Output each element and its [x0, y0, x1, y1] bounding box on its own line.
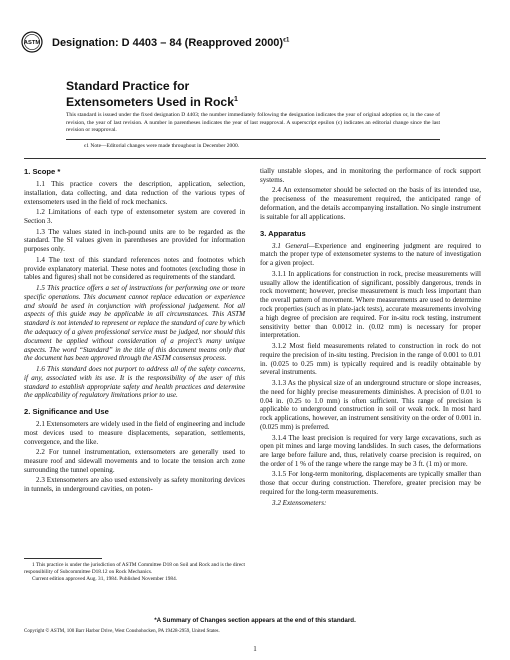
- document-title: [66, 79, 238, 109]
- page-number: 1: [253, 645, 257, 653]
- paragraph-2-3: 2.3 Extensometers are also used extensively as safety monitoring devices in tunnels, in underground cavities, on poten-: [24, 476, 245, 494]
- paragraph-2-2: 2.2 For tunnel instrumentation, extensometers are generally used to measure roof and sidewall movements and to locate the tension arch zone surrounding the tunnel opening.: [24, 448, 245, 474]
- designation-text: Designation: D 4403 – 84 (Reapproved 2000): [52, 37, 284, 49]
- designation: [52, 37, 289, 49]
- footnote-line-1: 1 This practice is under the jurisdiction of ASTM Committee D18 on Soil and Rock and is the direct responsibility of Subcommittee D18.12 on Rock Mechanics.: [24, 562, 245, 575]
- editorial-note: ϵ1 Note—Editorial changes were made throughout in December 2000.: [84, 143, 240, 149]
- title-line-1: Standard Practice for: [66, 79, 190, 93]
- paragraph-3-1: [260, 242, 481, 268]
- paragraph-3-1-5: 3.1.5 For long-term monitoring, displacements are typically smaller than those that occur during construction. Therefore, greater precision may be required for the long-term measurements.: [260, 470, 481, 497]
- title-line-2-text: Extensometers Used in Rock: [66, 95, 234, 110]
- paragraph-1-2: 1.2 Limitations of each type of extensometer system are covered in Section 3.: [24, 208, 245, 225]
- divider: [24, 158, 486, 159]
- title-footnote-mark: 1: [233, 96, 238, 103]
- paragraph-1-6: 1.6 This standard does not purport to address all of the safety concerns, if any, associated with its use. It is the responsibility of the user of this standard to establish appropriate safety and health practices and determine the applicability of regulatory limitations prior to use.: [24, 364, 245, 400]
- footnote-divider: [24, 558, 102, 559]
- paragraph-2-4: 2.4 An extensometer should be selected on the basis of its intended use, the preciseness of the measurement required, the anticipated range of deformation, and the details accompanying installation. No single instrument is suitable for all applications.: [260, 186, 481, 221]
- title-line-2: [66, 93, 238, 109]
- footnote: [24, 562, 245, 582]
- paragraph-3-1-3: 3.1.3 As the physical size of an underground structure or slope increases, the need for highly precise measurements diminishes. A precision of 0.01 to 0.04 in. (0.25 to 1.0 mm) is often sufficient. This range of precision is applicable to underground construction in soil or weak rock. In most hard rock applications, however, an instrument sensitivity on the order of 0.001 in. (0.025 mm) is preferred.: [260, 378, 481, 431]
- astm-logo-icon: [21, 31, 43, 53]
- designation-superscript: ϵ1: [283, 37, 290, 44]
- paragraph-3-1-2: 3.1.2 Most field measurements related to construction in rock do not require the precision of in-situ testing. Precision in the range of 0.001 to 0.01 in. (0.025 to 0.25 mm) is typically required and is readily obtainable by several instruments.: [260, 341, 481, 377]
- paragraph-3-1-1: 3.1.1 In applications for construction in rock, precise measurements will usually allow the identification of significant, possibly dangerous, trends in rock movement; however, precise measurement is much less important than the overall pattern of movement. Where measurements are used to determine rock properties (such as in plate-jack tests), accurate measurements involving a high degree of precision are required. For in-situ rock testing, instrument sensitivity better than 0.0012 in. (0.02 mm) is necessary for proper interpretation.: [260, 269, 481, 340]
- paragraph-1-5: 1.5 This practice offers a set of instructions for performing one or more specific operations. This document cannot replace education or experience and should be used in conjunction with professional judgement. Not all aspects of this guide may be applicable in all circumstances. This ASTM standard is not intended to represent or replace the standard of care by which the adequacy of a given professional service must be judged, nor should this document be applied without consideration of a project’s many unique aspects. The word “Standard” in the title of this document means only that the document has been approved through the ASTM consensus process.: [24, 283, 245, 363]
- paragraph-1-3: 1.3 The values stated in inch-pound units are to be regarded as the standard. The SI values given in parentheses are provided for information purposes only.: [24, 227, 245, 254]
- left-column: [24, 167, 245, 496]
- footnote-line-2: Current edition approved Aug. 31, 1984. Published November 1984.: [32, 575, 178, 582]
- paragraph-1-4: 1.4 The text of this standard references notes and footnotes which provide explanatory material. These notes and footnotes (excluding those in tables and figures) shall not be considered as requirements of the standard.: [24, 255, 245, 282]
- paragraph-3-1-label: 3.1 General—: [272, 241, 315, 250]
- issue-note: This standard is issued under the fixed designation D 4403; the number immediately following the designation indicates the year of original adoption or, in the case of revision, the year of last revision. A number in parentheses indicates the year of last reapproval. A superscript epsilon (ϵ) indicates an editorial change since the last revision or reapproval.: [66, 112, 440, 134]
- paragraph-2-3-continued: tially unstable slopes, and in monitoring the performance of rock support systems.: [260, 167, 481, 184]
- section-heading-apparatus: 3. Apparatus: [260, 228, 306, 238]
- paragraph-2-1: 2.1 Extensometers are widely used in the field of engineering and include most devices used to measure displacements, separation, settlements, convergence, and the like.: [24, 420, 245, 446]
- summary-of-changes-note: *A Summary of Changes section appears at the end of this standard.: [154, 617, 356, 624]
- divider: [66, 139, 440, 140]
- paragraph-3-1-text: Experience and engineering judgment are required to match the proper type of extensometer systems to the nature of investigation for a given project.: [260, 241, 482, 268]
- paragraph-1-1: 1.1 This practice covers the description, application, selection, installation, data collecting, and data reduction of the various types of extensometers used in the field of rock mechanics.: [24, 180, 245, 206]
- right-column: [260, 167, 481, 509]
- paragraph-3-2: 3.2 Extensometers:: [272, 498, 327, 507]
- section-heading-significance: 2. Significance and Use: [24, 407, 109, 417]
- section-heading-scope: 1. Scope *: [24, 167, 61, 176]
- svg-text:ASTM: ASTM: [23, 40, 41, 47]
- copyright-line: Copyright © ASTM, 100 Barr Harbor Drive, West Conshohocken, PA 19428-2959, United States.: [24, 629, 220, 634]
- paragraph-3-1-4: 3.1.4 The least precision is required for very large excavations, such as open pit mines and large moving landslides. In such cases, the deformations are large before failure and, thus, relatively coarse precision is required, on the order of 1 % of the range where the range may be 3 ft. (1 m) or more.: [260, 433, 481, 468]
